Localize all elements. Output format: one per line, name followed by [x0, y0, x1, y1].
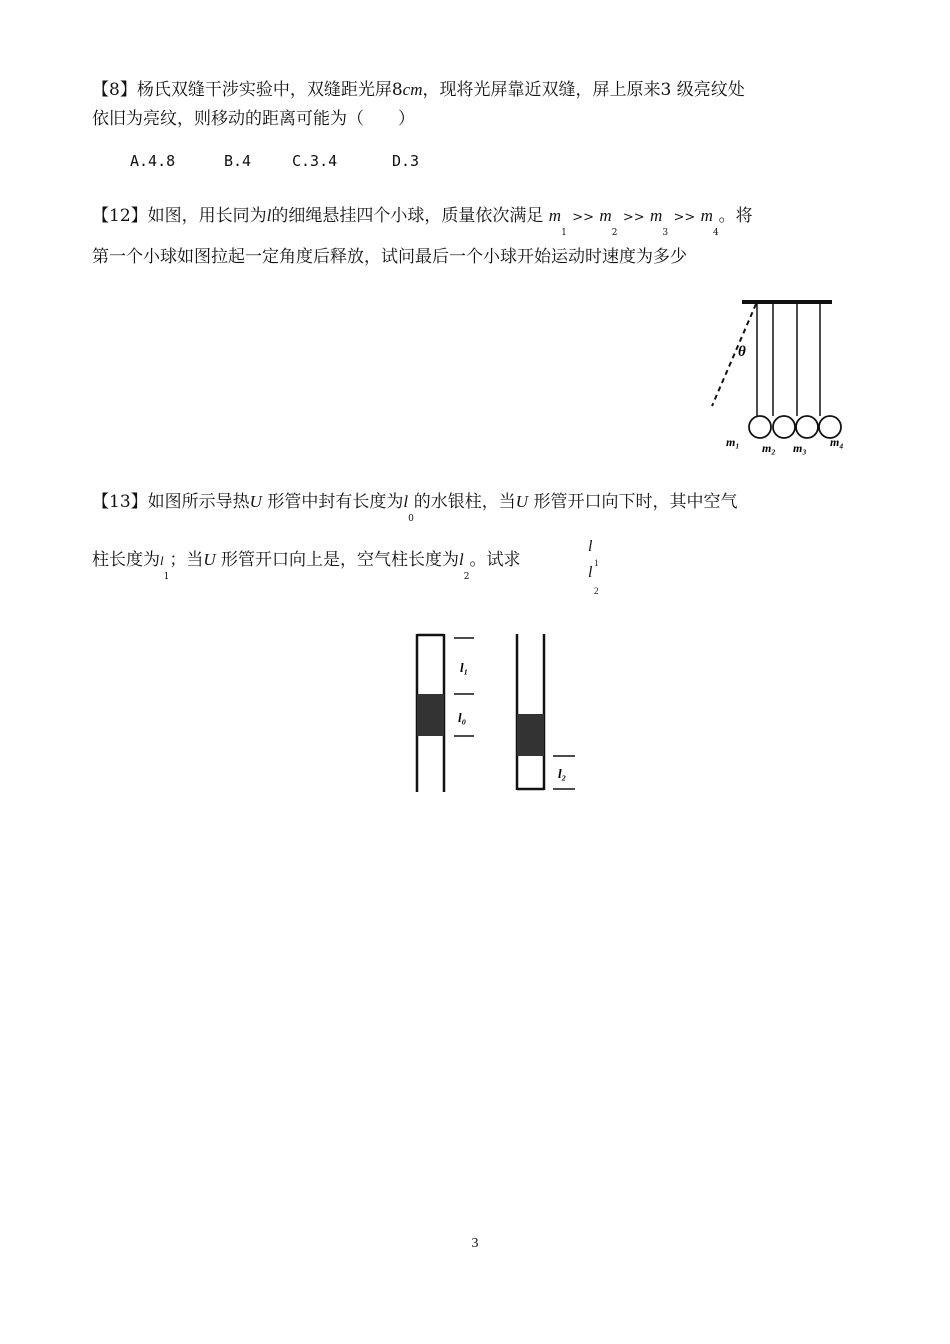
label-l0: l₀: [458, 710, 467, 725]
q13-l1-sub: 1: [163, 572, 170, 582]
q12-m2-sub: 2: [611, 228, 618, 238]
q13-line-2: [92, 548, 521, 582]
ball-label-3: m₃: [793, 441, 807, 455]
q8-option-b: B.4: [224, 152, 252, 170]
q8-line-1: [92, 78, 745, 102]
q13-number: 【13】: [92, 492, 148, 512]
q12-text-b: 的细绳悬挂四个小球，质量依次满足: [271, 206, 544, 226]
q8-unit: cm: [402, 80, 423, 99]
fraction-denominator-sub: 2: [594, 586, 599, 596]
q13-line-1: [92, 490, 738, 524]
u-tube-figure: [410, 632, 585, 796]
q12-m2: m: [599, 206, 612, 225]
q13-text-a: 如图所示导热: [147, 492, 250, 512]
q13-l2: l: [459, 550, 464, 569]
q13-U-1: U: [249, 492, 262, 511]
dashed-string: [712, 304, 756, 406]
ball-label-2: m₂: [762, 441, 776, 455]
pendulum-figure: [700, 294, 860, 460]
pendulum-support-bar: [742, 300, 832, 304]
q13-U-2: U: [515, 492, 529, 511]
page-number: 3: [471, 1236, 479, 1251]
q8-option-c: C.3.4: [292, 152, 338, 170]
fraction-l1-over-l2: [586, 538, 606, 600]
fraction-numerator-sub: 1: [594, 558, 599, 568]
q12-m4-sub: 4: [712, 228, 719, 238]
q13-l0: l: [403, 492, 409, 511]
q13-text-g: 形管开口向上是，空气柱长度为: [221, 550, 460, 570]
q12-m1: m: [548, 206, 562, 225]
q12-gg-2: >>: [622, 210, 645, 225]
q8-number: 【8】: [92, 80, 137, 100]
ball-label-1: m₁: [726, 435, 740, 449]
q13-l2-sub: 2: [463, 572, 470, 582]
ball-1: [749, 416, 771, 438]
q8-line-2: 依旧为亮纹，则移动的距离可能为（ ）: [92, 109, 415, 129]
fraction-denominator-l: l: [588, 564, 593, 581]
q12-text-a: 如图，用长同为: [147, 206, 267, 226]
q13-l0-sub: 0: [408, 514, 414, 524]
q13-text-b: 形管中封有长度为: [267, 492, 404, 512]
q12-gg-3: >>: [673, 210, 696, 225]
q12-gg-1: >>: [572, 210, 594, 225]
q12-line-1: [92, 204, 753, 238]
q8-option-d: D.3: [392, 152, 420, 170]
q12-number: 【12】: [92, 206, 148, 226]
q13-text-h: 。试求: [469, 550, 521, 570]
theta-label: θ: [738, 344, 746, 360]
q8-text-b: ，现将光屏靠近双缝，屏上原来3 级亮纹处: [422, 80, 745, 100]
q12-m3: m: [650, 206, 663, 225]
q13-U-3: U: [203, 550, 216, 569]
ball-label-4: m₄: [830, 435, 844, 449]
q12-m1-sub: 1: [561, 228, 567, 238]
q12-m3-sub: 3: [662, 228, 669, 238]
q8-text-a: 杨氏双缝干涉实验中，双缝距光屏8: [136, 80, 403, 100]
q8-option-a: A.4.8: [130, 152, 176, 170]
ball-3: [796, 416, 818, 438]
q13-text-c: 的水银柱，当: [413, 492, 516, 512]
label-l1: l₁: [460, 660, 469, 675]
q13-text-f: ；当: [169, 550, 204, 570]
right-mercury-column: [517, 714, 544, 756]
q12-line-2: 第一个小球如图拉起一定角度后释放，试问最后一个小球开始运动时速度为多少: [92, 247, 687, 267]
ball-2: [773, 416, 795, 438]
q13-l1: l: [160, 553, 164, 568]
q13-text-e: 柱长度为: [92, 550, 160, 570]
q12-text-c: 。将: [718, 206, 753, 226]
left-mercury-column: [417, 694, 444, 736]
fraction-numerator-l: l: [588, 538, 593, 555]
label-l2: l₂: [558, 766, 567, 781]
q12-m4: m: [700, 206, 713, 225]
q12-l-symbol: l: [266, 206, 272, 225]
q13-text-d: 形管开口向下时，其中空气: [533, 492, 738, 512]
